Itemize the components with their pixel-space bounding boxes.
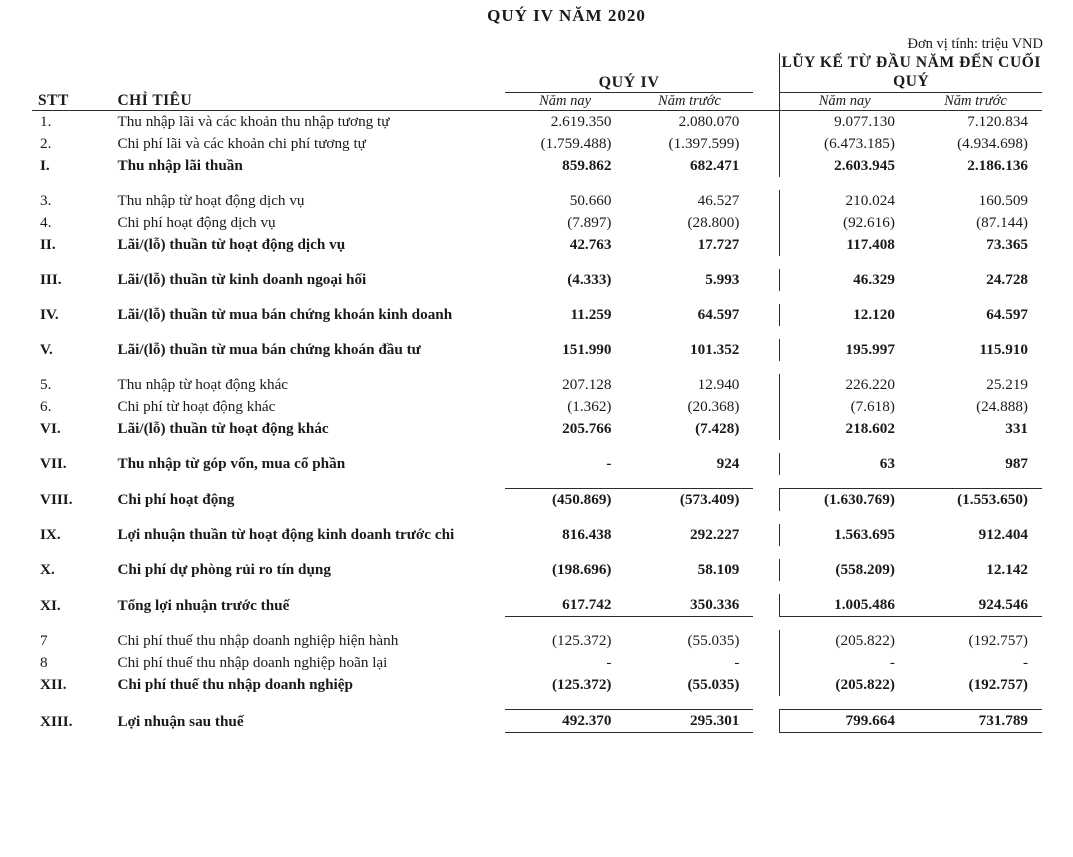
- row-gap: [753, 594, 780, 617]
- row-cumulative-this-year: 46.329: [780, 269, 909, 291]
- spacer-cell: [32, 511, 1042, 524]
- row-stt: VIII.: [40, 491, 73, 509]
- table-spacer-row: [32, 696, 1042, 710]
- table-spacer-row: [32, 440, 1042, 453]
- row-quarter-this-year: 2.619.350: [550, 113, 612, 131]
- row-cumulative-this-year: 799.664: [780, 710, 909, 733]
- table-row: [32, 652, 1042, 674]
- row-gap: [753, 396, 780, 418]
- row-stt: VI.: [40, 420, 61, 438]
- row-quarter-last-year: 295.301: [625, 710, 753, 733]
- row-item-label: Chi phí thuế thu nhập doanh nghiệp hoãn lại: [117, 654, 388, 672]
- header-sub-row: [32, 92, 1042, 111]
- row-gap: [753, 339, 780, 361]
- row-stt: III.: [40, 271, 62, 289]
- row-stt: 7: [40, 632, 48, 650]
- row-quarter-last-year: 682.471: [690, 157, 740, 175]
- row-stt: VII.: [40, 455, 67, 473]
- table-row: [32, 418, 1042, 440]
- row-cumulative-this-year: 63: [780, 453, 909, 475]
- row-quarter-this-year: 151.990: [562, 341, 612, 359]
- row-gap: [753, 304, 780, 326]
- spacer-cell: [32, 361, 1042, 374]
- row-quarter-this-year: (125.372): [552, 632, 612, 650]
- table-row: [32, 524, 1042, 546]
- row-stt: 4.: [40, 214, 52, 232]
- header-col-stt: STT: [32, 92, 95, 111]
- table-row: [32, 453, 1042, 475]
- spacer-cell: [32, 617, 1042, 631]
- row-gap: [753, 374, 780, 396]
- row-cumulative-this-year: 195.997: [780, 339, 909, 361]
- row-cumulative-last-year: (24.888): [976, 398, 1028, 416]
- header-group-row: [32, 53, 1042, 92]
- row-stt: 6.: [40, 398, 52, 416]
- header-col-q-last-year: Năm trước: [625, 92, 753, 111]
- table-row: [32, 155, 1042, 177]
- row-stt: I.: [40, 157, 50, 175]
- row-stt: XII.: [40, 676, 67, 694]
- table-spacer-row: [32, 581, 1042, 594]
- row-cumulative-last-year: 73.365: [986, 236, 1028, 254]
- table-row: [32, 190, 1042, 212]
- row-gap: [753, 155, 780, 177]
- spacer-cell: [32, 440, 1042, 453]
- header-col-c-last-year: Năm trước: [909, 92, 1042, 111]
- table-row: [32, 304, 1042, 326]
- row-cumulative-this-year: 1.563.695: [780, 524, 909, 546]
- row-item-label: Lợi nhuận thuần từ hoạt động kinh doanh trước chi: [117, 526, 455, 544]
- row-quarter-this-year: -: [606, 455, 612, 473]
- spacer-cell: [32, 326, 1042, 339]
- row-stt: 8: [40, 654, 48, 672]
- row-cumulative-last-year: 12.142: [986, 561, 1028, 579]
- row-quarter-last-year: 292.227: [690, 526, 740, 544]
- row-cumulative-last-year: 331: [1005, 420, 1028, 438]
- table-row: [32, 339, 1042, 361]
- row-cumulative-this-year: (92.616): [780, 212, 909, 234]
- row-quarter-this-year: (1.759.488): [540, 135, 612, 153]
- row-item-label: Lợi nhuận sau thuế: [117, 712, 244, 730]
- row-gap: [753, 133, 780, 155]
- row-quarter-last-year: 58.109: [697, 561, 740, 579]
- row-cumulative-last-year: (87.144): [976, 214, 1028, 232]
- row-cumulative-this-year: 9.077.130: [780, 111, 909, 134]
- spacer-cell: [32, 475, 1042, 489]
- row-stt: IV.: [40, 306, 59, 324]
- row-quarter-last-year: 17.727: [697, 236, 740, 254]
- table-row: [32, 710, 1042, 733]
- row-gap: [753, 190, 780, 212]
- row-quarter-this-year: 492.370: [505, 710, 626, 733]
- row-cumulative-last-year: 987: [1005, 455, 1028, 473]
- row-gap: [753, 674, 780, 696]
- row-quarter-this-year: 11.259: [570, 306, 612, 324]
- table-spacer-row: [32, 475, 1042, 489]
- row-quarter-last-year: (1.397.599): [668, 135, 740, 153]
- unit-note: Đơn vị tính: triệu VND: [907, 36, 1043, 52]
- row-quarter-this-year: 859.862: [562, 157, 612, 175]
- row-quarter-last-year: -: [734, 654, 740, 672]
- row-gap: [753, 453, 780, 475]
- row-gap: [753, 559, 780, 581]
- spacer-cell: [32, 581, 1042, 594]
- row-gap: [753, 234, 780, 256]
- header-gap: [753, 53, 780, 92]
- row-item-label: Thu nhập lãi thuần: [117, 157, 243, 175]
- row-cumulative-last-year: (192.757): [968, 632, 1028, 650]
- row-cumulative-last-year: -: [1022, 654, 1028, 672]
- row-cumulative-last-year: 25.219: [986, 376, 1028, 394]
- table-spacer-row: [32, 326, 1042, 339]
- row-stt: X.: [40, 561, 55, 579]
- row-item-label: Lãi/(lỗ) thuần từ mua bán chứng khoán kinh doanh: [117, 306, 453, 324]
- row-item-label: Chi phí thuế thu nhập doanh nghiệp hiện hành: [117, 632, 399, 650]
- row-quarter-this-year: 205.766: [562, 420, 612, 438]
- row-stt: 5.: [40, 376, 52, 394]
- row-gap: [753, 489, 780, 512]
- row-quarter-this-year: (1.362): [567, 398, 612, 416]
- table-spacer-row: [32, 546, 1042, 559]
- row-quarter-this-year: 207.128: [562, 376, 612, 394]
- row-item-label: Thu nhập từ góp vốn, mua cổ phần: [117, 455, 346, 473]
- row-cumulative-this-year: 117.408: [780, 234, 909, 256]
- table-spacer-row: [32, 617, 1042, 631]
- row-quarter-this-year: 617.742: [505, 594, 626, 617]
- row-cumulative-this-year: (205.822): [780, 674, 909, 696]
- row-cumulative-last-year: 7.120.834: [967, 113, 1028, 131]
- row-cumulative-last-year: (4.934.698): [957, 135, 1028, 153]
- income-statement-table: [32, 53, 1042, 733]
- header-blank-stt: [32, 53, 95, 92]
- row-quarter-last-year: (55.035): [687, 676, 740, 694]
- row-stt: 3.: [40, 192, 52, 210]
- header-gap-2: [753, 92, 780, 111]
- row-stt: XIII.: [40, 712, 73, 730]
- row-cumulative-this-year: 2.603.945: [780, 155, 909, 177]
- row-cumulative-last-year: 64.597: [986, 306, 1028, 324]
- row-stt: 2.: [40, 135, 52, 153]
- table-spacer-row: [32, 511, 1042, 524]
- table-header: [32, 53, 1042, 111]
- row-quarter-this-year: (125.372): [552, 676, 612, 694]
- row-item-label: Lãi/(lỗ) thuần từ hoạt động dịch vụ: [117, 236, 346, 254]
- row-item-label: Thu nhập từ hoạt động khác: [117, 376, 289, 394]
- row-cumulative-this-year: (205.822): [780, 630, 909, 652]
- spacer-cell: [32, 177, 1042, 190]
- spacer-cell: [32, 291, 1042, 304]
- row-quarter-last-year: 924: [716, 455, 740, 473]
- row-cumulative-this-year: 1.005.486: [780, 594, 909, 617]
- row-item-label: Thu nhập lãi và các khoản thu nhập tương tự: [117, 113, 390, 131]
- table-spacer-row: [32, 361, 1042, 374]
- row-quarter-this-year: (7.897): [567, 214, 612, 232]
- row-gap: [753, 710, 780, 733]
- spacer-cell: [32, 256, 1042, 269]
- table-body: [32, 111, 1042, 733]
- table-row: [32, 374, 1042, 396]
- row-cumulative-this-year: -: [780, 652, 909, 674]
- row-quarter-last-year: 12.940: [697, 376, 740, 394]
- row-stt: XI.: [40, 596, 61, 614]
- row-item-label: Chi phí từ hoạt động khác: [117, 398, 276, 416]
- row-item-label: Lãi/(lỗ) thuần từ hoạt động khác: [117, 420, 329, 438]
- row-quarter-this-year: 816.438: [562, 526, 612, 544]
- row-cumulative-last-year: (1.553.650): [909, 489, 1042, 512]
- header-group-quarter: QUÝ IV: [505, 53, 754, 92]
- table-spacer-row: [32, 256, 1042, 269]
- row-cumulative-last-year: (192.757): [968, 676, 1028, 694]
- row-cumulative-last-year: 24.728: [986, 271, 1028, 289]
- row-stt: II.: [40, 236, 56, 254]
- row-item-label: Thu nhập từ hoạt động dịch vụ: [117, 192, 305, 210]
- table-row: [32, 489, 1042, 512]
- row-gap: [753, 524, 780, 546]
- row-gap: [753, 269, 780, 291]
- row-quarter-this-year: (4.333): [567, 271, 612, 289]
- row-item-label: Chi phí dự phòng rủi ro tín dụng: [117, 561, 331, 579]
- table-row: [32, 269, 1042, 291]
- row-gap: [753, 212, 780, 234]
- row-quarter-this-year: (198.696): [552, 561, 612, 579]
- row-quarter-last-year: (28.800): [687, 214, 740, 232]
- spacer-cell: [32, 546, 1042, 559]
- row-cumulative-this-year: 218.602: [780, 418, 909, 440]
- row-cumulative-this-year: (558.209): [780, 559, 909, 581]
- row-quarter-this-year: 50.660: [569, 192, 612, 210]
- table-row: [32, 133, 1042, 155]
- row-cumulative-last-year: 2.186.136: [967, 157, 1028, 175]
- row-item-label: Chi phí hoạt động dịch vụ: [117, 214, 276, 232]
- row-cumulative-this-year: 12.120: [780, 304, 909, 326]
- header-blank-item: [95, 53, 504, 92]
- row-item-label: Lãi/(lỗ) thuần từ mua bán chứng khoán đầu tư: [117, 341, 421, 359]
- row-item-label: Chi phí thuế thu nhập doanh nghiệp: [117, 676, 353, 694]
- row-stt: V.: [40, 341, 53, 359]
- row-item-label: Lãi/(lỗ) thuần từ kinh doanh ngoại hối: [117, 271, 367, 289]
- row-gap: [753, 418, 780, 440]
- row-gap: [753, 111, 780, 134]
- table-row: [32, 396, 1042, 418]
- row-cumulative-last-year: 731.789: [909, 710, 1042, 733]
- row-quarter-last-year: (20.368): [687, 398, 740, 416]
- row-cumulative-this-year: 226.220: [780, 374, 909, 396]
- row-cumulative-this-year: 210.024: [780, 190, 909, 212]
- header-group-cumulative: LŨY KẾ TỪ ĐẦU NĂM ĐẾN CUỐI QUÝ: [781, 54, 1042, 91]
- table-spacer-row: [32, 177, 1042, 190]
- row-quarter-last-year: 101.352: [690, 341, 740, 359]
- row-quarter-this-year: (450.869): [505, 489, 626, 512]
- row-quarter-last-year: 5.993: [705, 271, 740, 289]
- row-quarter-last-year: (55.035): [687, 632, 740, 650]
- row-quarter-last-year: 46.527: [697, 192, 740, 210]
- page-title: QUÝ IV NĂM 2020: [487, 6, 646, 25]
- header-col-q-this-year: Năm nay: [505, 92, 626, 111]
- row-stt: 1.: [40, 113, 52, 131]
- table-spacer-row: [32, 291, 1042, 304]
- table-row: [32, 212, 1042, 234]
- row-quarter-last-year: 350.336: [625, 594, 753, 617]
- row-gap: [753, 630, 780, 652]
- row-quarter-this-year: 42.763: [569, 236, 612, 254]
- table-row: [32, 234, 1042, 256]
- row-cumulative-this-year: (1.630.769): [780, 489, 909, 512]
- row-item-label: Chi phí hoạt động: [117, 491, 235, 509]
- table-row: [32, 674, 1042, 696]
- row-item-label: Tổng lợi nhuận trước thuế: [117, 596, 290, 614]
- row-quarter-this-year: -: [606, 654, 612, 672]
- row-gap: [753, 652, 780, 674]
- row-cumulative-last-year: 924.546: [909, 594, 1042, 617]
- row-cumulative-last-year: 160.509: [978, 192, 1028, 210]
- table-row: [32, 559, 1042, 581]
- table-row: [32, 630, 1042, 652]
- header-col-c-this-year: Năm nay: [780, 92, 909, 111]
- row-quarter-last-year: 64.597: [697, 306, 740, 324]
- row-cumulative-last-year: 912.404: [978, 526, 1028, 544]
- spacer-cell: [32, 696, 1042, 710]
- row-cumulative-last-year: 115.910: [979, 341, 1028, 359]
- row-quarter-last-year: (573.409): [625, 489, 753, 512]
- row-cumulative-this-year: (7.618): [780, 396, 909, 418]
- table-row: [32, 594, 1042, 617]
- row-quarter-last-year: 2.080.070: [678, 113, 740, 131]
- row-stt: IX.: [40, 526, 61, 544]
- header-col-item: CHỈ TIÊU: [95, 92, 504, 111]
- row-cumulative-this-year: (6.473.185): [780, 133, 909, 155]
- table-row: [32, 111, 1042, 134]
- row-quarter-last-year: (7.428): [695, 420, 740, 438]
- row-item-label: Chi phí lãi và các khoản chi phí tương tự: [117, 135, 366, 153]
